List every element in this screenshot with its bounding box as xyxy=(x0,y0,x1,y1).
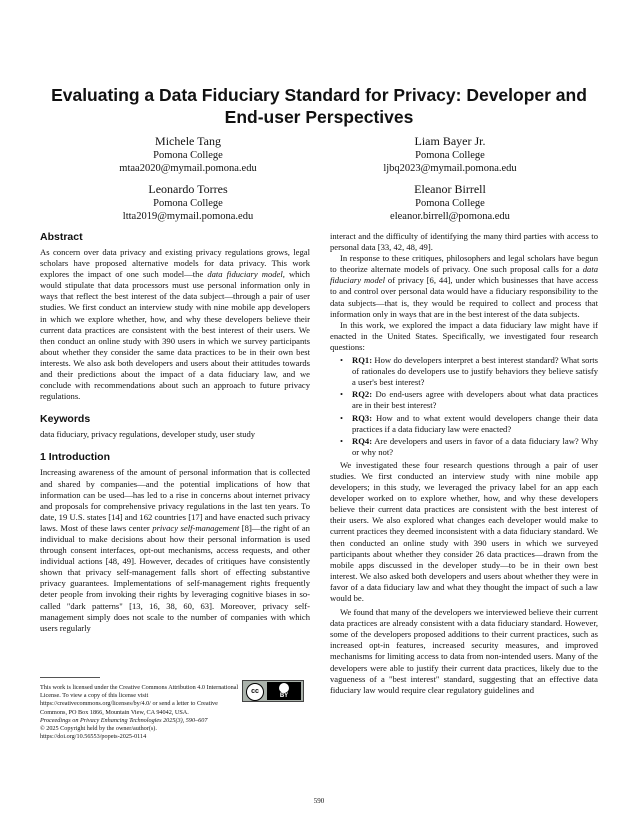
abstract-text: As concern over data privacy and existing privacy regulations grows, legal scholars have proposed alternative models for data privacy. This work explores the impact of one such model—the data fiduciary model, which would stipulate that data processors must use personal information only in ways that reflect the best interest of the data subject—through a pair of user studies. We first conduct an interview study with nine mobile app developers in which we explore whether, how, and why these developers believe their current data practices are consistent with the best interest of their users. We then conduct an online study with 390 users in which we survey participants about whether they consider the same data practices to be in their own best interests. We also ask both developers and users about their attitudes towards and their predictions about the impact of a data fiduciary law, and we conclude with recommendations about such an approach to future privacy regulations. xyxy=(40,247,310,402)
author-affiliation: Pomona College xyxy=(415,150,485,161)
author-name: Eleanor Birrell xyxy=(414,182,486,196)
list-item: • RQ2: Do end-users agree with developers about what data practices are in their best interest? xyxy=(330,389,598,411)
paper-title: Evaluating a Data Fiduciary Standard for Privacy: Developer and End-user Perspectives xyxy=(51,85,587,127)
list-item: • RQ1: How do developers interpret a best interest standard? What sorts of rationales do developers use to justify behaviors they believe satisfy a user's best interest? xyxy=(330,355,598,388)
doi-link[interactable]: https://doi.org/10.56553/popets-2025-0114 xyxy=(40,733,147,741)
author-name: Michele Tang xyxy=(155,134,221,148)
author-name: Leonardo Torres xyxy=(148,182,228,196)
page-number: 590 xyxy=(313,797,325,805)
author-email: eleanor.birrell@pomona.edu xyxy=(390,211,510,222)
cc-icon: cc xyxy=(246,683,264,701)
footnote-rule xyxy=(40,677,100,678)
keywords-heading: Keywords xyxy=(40,413,91,426)
author-block xyxy=(68,182,308,223)
author-block xyxy=(330,134,570,175)
list-item: • RQ4: Are developers and users in favor of a data fiduciary law? Why or why not? xyxy=(330,436,598,458)
right-column xyxy=(330,231,598,696)
body-paragraph: interact and the difficulty of identifying the many third parties with access to personal data [33, 42, 48, 49]. xyxy=(330,231,598,253)
author-name: Liam Bayer Jr. xyxy=(414,134,486,148)
author-email: ljbq2023@mymail.pomona.edu xyxy=(383,163,517,174)
copyright-notice: © 2025 Copyright held by the owner/author(s). xyxy=(40,725,157,733)
body-paragraph: In response to these critiques, philosophers and legal scholars have begun to theorize alternate models of privacy. One such proposal calls for a data fiduciary model of privacy [6, 44], under which businesses that have access to and control over personal data would have a fiduciary responsibility to the data subjects—that is, they would be required to collect and process that information only in ways that are in the best interest of the data subjects. xyxy=(330,253,598,319)
research-questions-list xyxy=(330,355,598,458)
section-heading-introduction: 1 Introduction xyxy=(40,451,110,464)
author-email: ltta2019@mymail.pomona.edu xyxy=(122,211,254,222)
body-paragraph: In this work, we explored the impact a data fiduciary law might have if enacted in the United States. Specifically, we investigated four research questions: xyxy=(330,319,598,352)
license-text: This work is licensed under the Creative Commons Attribution 4.0 International License. To view a copy of this license visit https://creativecommons.org/licenses/by/4.0/ or send a letter to Creative Commons, PO Box 1866, Mountain View, CA 94042, USA. xyxy=(40,684,239,716)
author-affiliation: Pomona College xyxy=(153,150,223,161)
author-block xyxy=(330,182,570,223)
license-footnote xyxy=(40,684,242,741)
left-column xyxy=(40,231,310,634)
list-item: • RQ3: How and to what extent would developers change their data practices if a data fiduciary law were enacted? xyxy=(330,413,598,435)
body-paragraph: We found that many of the developers we interviewed believe their current data practices are already consistent with a data fiduciary standard. However, some of the developers proposed additions to their current practices, such as increased opt-in features, increased security measures, and improved mechanisms for limiting access to data from non-intended users. Many of the developers were able to justify their current data practices, likely due to the vagueness of a "best interest" standard, suggesting that an effective data fiduciary law would require clear regulatory guidelines and xyxy=(330,607,598,695)
author-block xyxy=(68,134,308,175)
body-paragraph: We investigated these four research questions through a pair of user studies. We first conducted an interview study with nine mobile app developers; in this study, we leveraged the privacy label for an app each developer worked on to explore whether, how, and why these developers believe their current data practices are consistent with the best interest of their users. We also explored what changes each developer would make to current practices they deemed inconsistent with a data fiduciary standard. We then conducted an online study with 390 users in which we surveyed participants about whether they consider 26 data practices—drawn from the mobile apps discussed in the developer study—to be in their own best interest. We also asked both developers and users about whether they were in favor of a data fiduciary law and what they thought the impact of such a law would be. xyxy=(330,459,598,603)
intro-paragraph: Increasing awareness of the amount of personal information that is collected and shared by companies—and the potential implications of how that information can be used—has led to a rise in concerns about internet privacy and proposals for comprehensive privacy regulations in the last ten years. To date, 19 U.S. states [14] and 162 countries [17] and have enacted such privacy laws. Most of these laws center privacy self-management [8]—the right of an individual to make decisions about how their personal information is used through consent interfaces, opt-out mechanisms, access requests, and other individual actions [48, 49]. However, decades of critiques have consistently shown that privacy self-management falls short of effecting substantive privacy guarantees. Implementations of self-management rights frequently deter people from invoking their rights by leveraging cognitive biases in so-called "dark patterns" [13, 16, 38, 60, 63]. Moreover, privacy self-management simply does not scale to the number of companies with which users regularly xyxy=(40,467,310,633)
cc-by-license-icon[interactable] xyxy=(242,680,304,702)
abstract-heading: Abstract xyxy=(40,231,83,243)
proceedings-citation: Proceedings on Privacy Enhancing Technologies 2025(3), 590–607 xyxy=(40,716,208,724)
author-email: mtaa2020@mymail.pomona.edu xyxy=(119,163,257,174)
author-affiliation: Pomona College xyxy=(415,198,485,209)
person-icon xyxy=(279,683,289,693)
keywords-text: data fiduciary, privacy regulations, developer study, user study xyxy=(40,429,256,440)
by-label: BY xyxy=(279,693,289,699)
author-affiliation: Pomona College xyxy=(153,198,223,209)
